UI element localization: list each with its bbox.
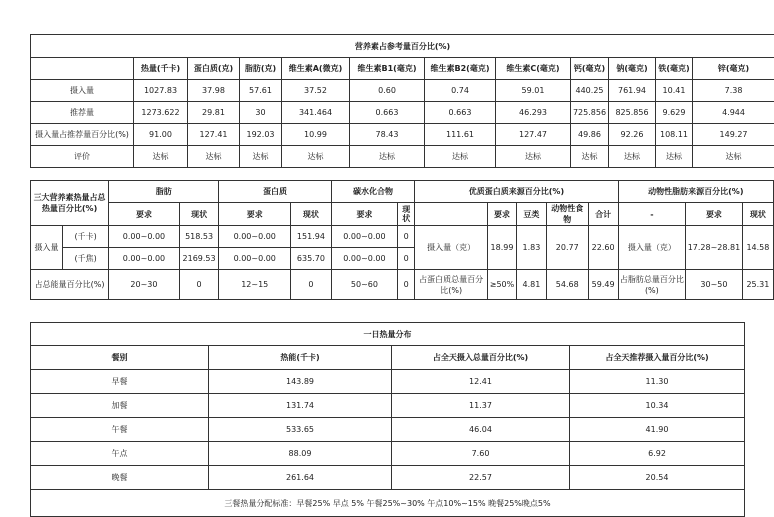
data-cell: 30~50: [686, 270, 743, 300]
qp-require-header: 要求: [488, 203, 517, 226]
quality-protein-blank: [415, 203, 488, 226]
data-cell: 0.00~0.00: [331, 226, 397, 248]
evaluation-cell: 达标: [350, 146, 425, 168]
data-cell: 92.26: [609, 124, 656, 146]
macronutrient-table: [30, 180, 774, 300]
data-cell: 149.27: [693, 124, 774, 146]
af-pct-label: 占脂肪总量百分比(%): [618, 270, 685, 300]
evaluation-cell: 达标: [240, 146, 282, 168]
header-cell: 钙(毫克): [571, 58, 609, 80]
data-cell: 22.60: [588, 226, 618, 270]
data-cell: 0.60: [350, 80, 425, 102]
nutrient-row-percentage: [31, 124, 774, 146]
qp-animal-header: 动物性食物: [546, 203, 588, 226]
data-cell: 151.94: [291, 226, 332, 248]
data-cell: 0: [398, 270, 415, 300]
header-cell: 维生素C(毫克): [496, 58, 571, 80]
data-cell: 37.52: [282, 80, 350, 102]
carb-require-header: 要求: [331, 203, 397, 226]
data-cell: 12~15: [219, 270, 291, 300]
data-cell: 761.94: [609, 80, 656, 102]
data-cell: 2169.53: [179, 248, 219, 270]
data-cell: 46.04: [392, 418, 570, 442]
meal-label: 晚餐: [31, 466, 209, 490]
table-row: [31, 466, 745, 490]
meal-label: 午餐: [31, 418, 209, 442]
header-cell: 热能(千卡): [209, 346, 392, 370]
data-cell: 127.41: [188, 124, 240, 146]
data-cell: 0: [291, 270, 332, 300]
unit-kj: (千焦): [63, 248, 109, 270]
data-cell: 59.49: [588, 270, 618, 300]
data-cell: 29.81: [188, 102, 240, 124]
protein-status-header: 现状: [291, 203, 332, 226]
fat-status-header: 现状: [179, 203, 219, 226]
qp-total-header: 合计: [588, 203, 618, 226]
data-cell: 46.293: [496, 102, 571, 124]
data-cell: 0.663: [425, 102, 496, 124]
row-label: 摄入量: [31, 80, 134, 102]
header-cell: 蛋白质(克): [188, 58, 240, 80]
qp-legume-header: 豆类: [516, 203, 546, 226]
data-cell: 0: [398, 248, 415, 270]
nutrient-header-row: [31, 58, 774, 80]
data-cell: 10.99: [282, 124, 350, 146]
data-cell: 131.74: [209, 394, 392, 418]
data-cell: 0.00~0.00: [219, 248, 291, 270]
nutrient-row-recommended: [31, 102, 774, 124]
data-cell: 11.37: [392, 394, 570, 418]
data-cell: 108.11: [656, 124, 693, 146]
data-cell: 261.64: [209, 466, 392, 490]
table-row: [31, 370, 745, 394]
data-cell: 91.00: [134, 124, 188, 146]
qp-intake-label: 摄入量（克）: [415, 226, 488, 270]
header-cell: 餐别: [31, 346, 209, 370]
data-cell: 20~30: [109, 270, 180, 300]
data-cell: 1.83: [516, 226, 546, 270]
header-cell: 热量(千卡): [134, 58, 188, 80]
meal-label: 早餐: [31, 370, 209, 394]
row-label: 评价: [31, 146, 134, 168]
evaluation-cell: 达标: [496, 146, 571, 168]
data-cell: 25.31: [742, 270, 773, 300]
nutrient-row-evaluation: [31, 146, 774, 168]
header-cell: 铁(毫克): [656, 58, 693, 80]
header-cell: 钠(毫克): [609, 58, 656, 80]
data-cell: 0.00~0.00: [109, 226, 180, 248]
data-cell: 12.41: [392, 370, 570, 394]
header-cell: 脂肪(克): [240, 58, 282, 80]
data-cell: 143.89: [209, 370, 392, 394]
energy-header-row: [31, 346, 745, 370]
data-cell: 22.57: [392, 466, 570, 490]
data-cell: 0: [398, 226, 415, 248]
fat-group-header: 脂肪: [109, 181, 219, 203]
nutrient-row-intake: [31, 80, 774, 102]
data-cell: 0.663: [350, 102, 425, 124]
data-cell: 50~60: [331, 270, 397, 300]
unit-kcal: (千卡): [63, 226, 109, 248]
table-row: [31, 418, 745, 442]
data-cell: 20.77: [546, 226, 588, 270]
evaluation-cell: 达标: [188, 146, 240, 168]
af-status-header: 现状: [742, 203, 773, 226]
data-cell: 440.25: [571, 80, 609, 102]
data-cell: 88.09: [209, 442, 392, 466]
data-cell: 10.41: [656, 80, 693, 102]
table-row: [31, 442, 745, 466]
header-cell: 维生素A(微克): [282, 58, 350, 80]
meal-label: 加餐: [31, 394, 209, 418]
header-cell: 维生素B2(毫克): [425, 58, 496, 80]
header-cell: 维生素B1(毫克): [350, 58, 425, 80]
data-cell: 825.856: [609, 102, 656, 124]
evaluation-cell: 达标: [571, 146, 609, 168]
fat-require-header: 要求: [109, 203, 180, 226]
data-cell: 4.944: [693, 102, 774, 124]
data-cell: 9.629: [656, 102, 693, 124]
data-cell: 41.90: [570, 418, 745, 442]
nutrient-table-title: 营养素占参考量百分比(%): [31, 35, 774, 58]
data-cell: 635.70: [291, 248, 332, 270]
data-cell: 30: [240, 102, 282, 124]
data-cell: 0.00~0.00: [331, 248, 397, 270]
af-require-header: 要求: [686, 203, 743, 226]
data-cell: 7.60: [392, 442, 570, 466]
animal-fat-title: 动物性脂肪来源百分比(%): [618, 181, 773, 203]
data-cell: 54.68: [546, 270, 588, 300]
protein-require-header: 要求: [219, 203, 291, 226]
data-cell: 4.81: [516, 270, 546, 300]
data-cell: 57.61: [240, 80, 282, 102]
evaluation-cell: 达标: [656, 146, 693, 168]
data-cell: 0.00~0.00: [219, 226, 291, 248]
data-cell: 78.43: [350, 124, 425, 146]
data-cell: 11.30: [570, 370, 745, 394]
evaluation-cell: 达标: [134, 146, 188, 168]
carb-group-header: 碳水化合物: [331, 181, 414, 203]
header-cell: 锌(毫克): [693, 58, 774, 80]
data-cell: 17.28~28.81: [686, 226, 743, 270]
quality-protein-title: 优质蛋白质来源百分比(%): [415, 181, 618, 203]
evaluation-cell: 达标: [609, 146, 656, 168]
data-cell: 127.47: [496, 124, 571, 146]
meal-label: 午点: [31, 442, 209, 466]
data-cell: 49.86: [571, 124, 609, 146]
data-cell: ≥50%: [488, 270, 517, 300]
data-cell: 725.856: [571, 102, 609, 124]
evaluation-cell: 达标: [693, 146, 774, 168]
qp-pct-label: 占蛋白质总量百分比(%): [415, 270, 488, 300]
data-cell: 0.00~0.00: [109, 248, 180, 270]
row-label: 推荐量: [31, 102, 134, 124]
data-cell: 1273.622: [134, 102, 188, 124]
row-label: 摄入量占推荐量百分比(%): [31, 124, 134, 146]
evaluation-cell: 达标: [282, 146, 350, 168]
data-cell: 533.65: [209, 418, 392, 442]
data-cell: 20.54: [570, 466, 745, 490]
protein-group-header: 蛋白质: [219, 181, 331, 203]
energy-table-title: 一日热量分布: [31, 323, 745, 346]
data-cell: 192.03: [240, 124, 282, 146]
data-cell: 18.99: [488, 226, 517, 270]
af-dash-header: -: [618, 203, 685, 226]
data-cell: 14.58: [742, 226, 773, 270]
energy-pct-label: 占总能量百分比(%): [31, 270, 109, 300]
data-cell: 341.464: [282, 102, 350, 124]
meal-distribution-note: 三餐热量分配标准：早餐25% 早点 5% 午餐25%~30% 午点10%~15% 晚餐25%晚点5%: [31, 490, 745, 517]
data-cell: 518.53: [179, 226, 219, 248]
data-cell: 1027.83: [134, 80, 188, 102]
header-cell: 占全天推荐摄入量百分比(%): [570, 346, 745, 370]
intake-label: 摄入量: [31, 226, 63, 270]
table-row: [31, 394, 745, 418]
data-cell: 111.61: [425, 124, 496, 146]
af-intake-label: 摄入量（克）: [618, 226, 685, 270]
data-cell: 7.38: [693, 80, 774, 102]
energy-distribution-table: [30, 322, 745, 517]
data-cell: 10.34: [570, 394, 745, 418]
data-cell: 0.74: [425, 80, 496, 102]
nutrient-reference-table: [30, 34, 774, 168]
data-cell: 37.98: [188, 80, 240, 102]
header-cell: 占全天摄入总量百分比(%): [392, 346, 570, 370]
data-cell: 6.92: [570, 442, 745, 466]
data-cell: 0: [179, 270, 219, 300]
header-cell: [31, 58, 134, 80]
carb-status-header: 现状: [398, 203, 415, 226]
data-cell: 59.01: [496, 80, 571, 102]
macronutrient-corner-label: 三大营养素热量占总热量百分比(%): [31, 181, 109, 226]
evaluation-cell: 达标: [425, 146, 496, 168]
